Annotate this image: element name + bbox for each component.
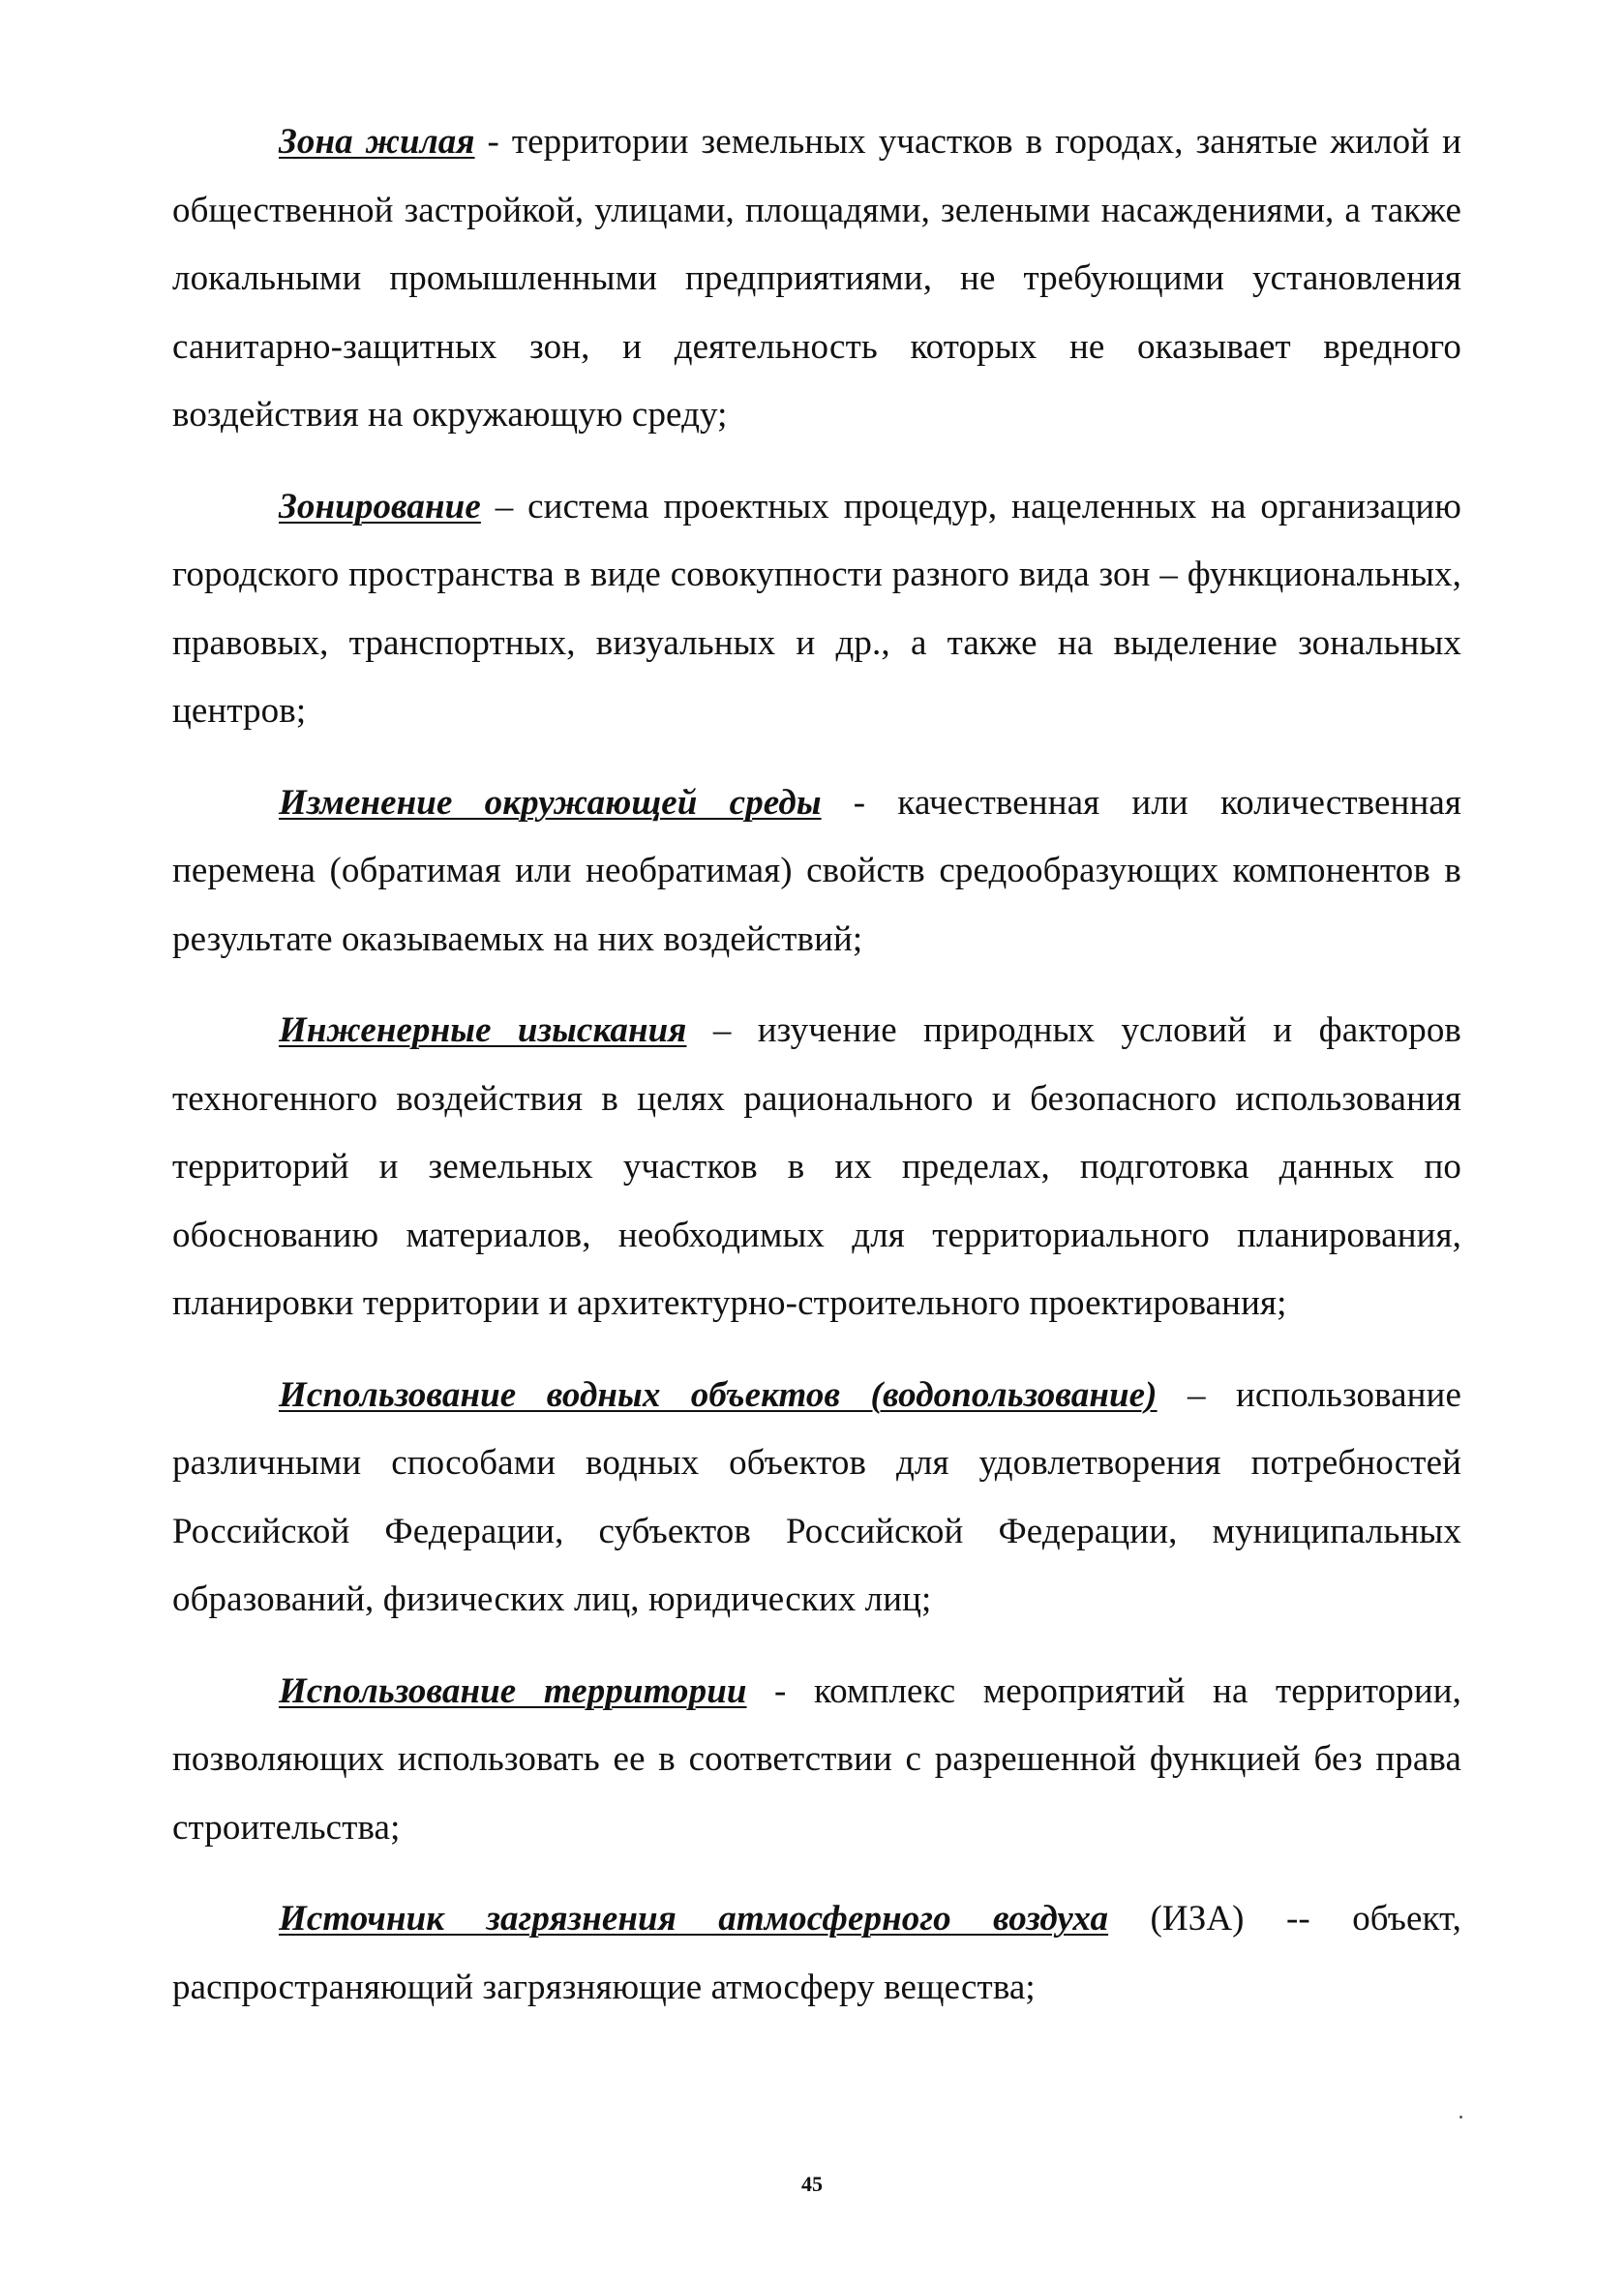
glossary-definition: качественная или количественная перемена (обратимая или необратимая) свойств средообразующих компонентов в результате оказываемых на них воздействий; [172, 782, 1462, 959]
glossary-term: Зона жилая [279, 122, 475, 162]
glossary-entry [172, 769, 1461, 975]
glossary-body [172, 108, 1461, 2045]
glossary-entry [172, 473, 1461, 746]
glossary-term: Изменение окружающей среды [279, 782, 822, 823]
glossary-term: Использование территории [279, 1670, 747, 1711]
term-separator: - [474, 122, 512, 162]
glossary-entry [172, 108, 1461, 450]
glossary-entry [172, 1658, 1461, 1863]
term-separator: - [746, 1670, 814, 1711]
glossary-definition: использование различными способами водных объектов для удовлетворения потребностей Российской Федерации, субъектов Российской Федерации, муниципальных образований, физических лиц, юридических лиц; [172, 1374, 1461, 1619]
glossary-entry [172, 997, 1461, 1338]
glossary-entry [172, 1885, 1461, 2022]
scan-speck [1459, 2116, 1462, 2119]
glossary-term: Зонирование [279, 486, 481, 526]
glossary-term: Использование водных объектов (водопользование) [279, 1374, 1158, 1415]
glossary-term: Источник загрязнения атмосферного воздуха [279, 1899, 1109, 1939]
glossary-definition: комплекс мероприятий на территории, позволяющих использовать ее в соответствии с разрешенной функцией без права строительства; [172, 1670, 1461, 1848]
term-separator: – [1157, 1374, 1236, 1415]
page-number: 45 [801, 2172, 823, 2196]
glossary-term: Инженерные изыскания [279, 1010, 687, 1050]
term-separator: - [821, 782, 898, 823]
glossary-definition: система проектных процедур, нацеленных на организацию городского пространства в виде совокупности разного вида зон – функциональных, правовых, транспортных, визуальных и др., а также на выделение зональных центров; [172, 486, 1461, 731]
term-separator: – [686, 1010, 758, 1050]
glossary-definition: территории земельных участков в городах, занятые жилой и общественной застройкой, улицами, площадями, зелеными насаждениями, а также локальными промышленными предприятиями, не требующими установления санитарно-защитных зон, и деятельность которых не оказывает вредного воздействия на окружающую среду; [172, 122, 1461, 435]
glossary-definition: объект, распространяющий загрязняющие атмосферу вещества; [172, 1899, 1461, 2007]
glossary-entry [172, 1362, 1461, 1635]
glossary-definition: изучение природных условий и факторов техногенного воздействия в целях рационального и безопасного использования территорий и земельных участков в их пределах, подготовка данных по обоснованию материалов, необходимых для территориального планирования, планировки территории и архитектурно-строительного проектирования; [172, 1010, 1461, 1323]
term-separator: – [480, 486, 528, 526]
term-separator: (ИЗА) -- [1108, 1899, 1353, 1939]
